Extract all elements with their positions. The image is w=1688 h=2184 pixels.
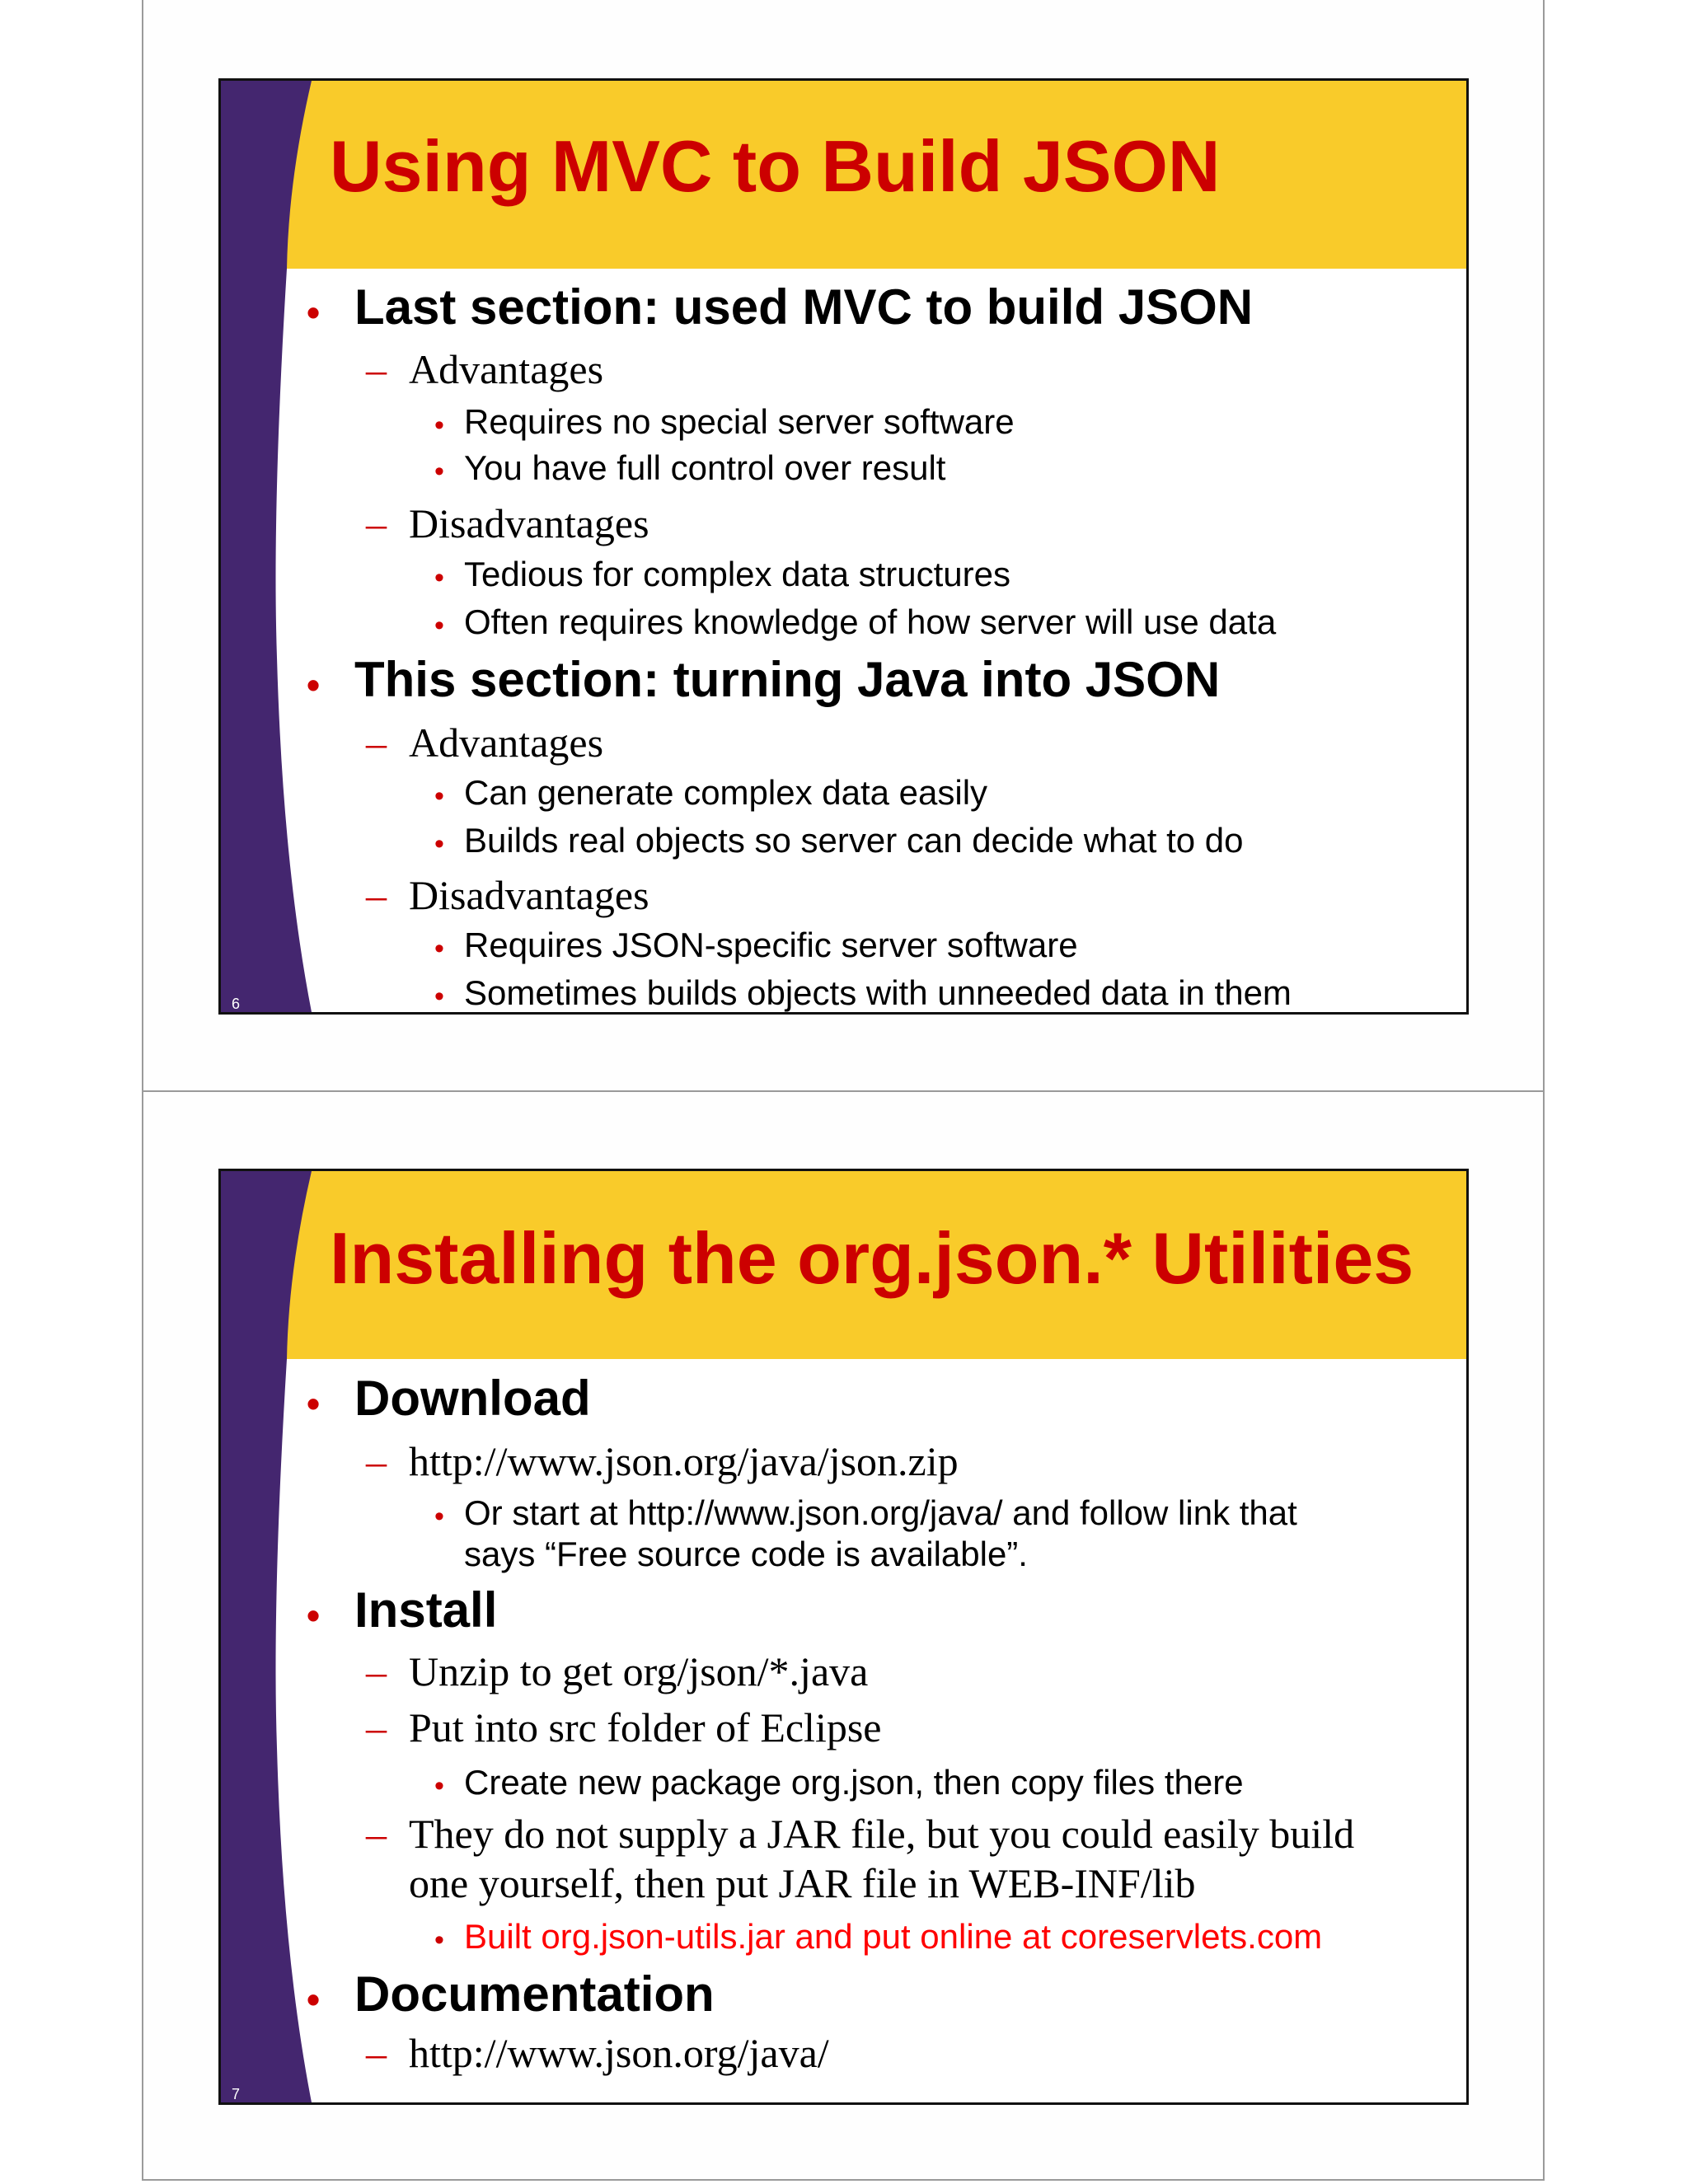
bullet-text: Tedious for complex data structures	[464, 555, 1010, 593]
bullet-l3	[434, 1493, 1297, 1532]
bullet-text: Put into src folder of Eclipse	[409, 1704, 882, 1750]
bullet-dot-icon: •	[434, 562, 444, 593]
bullet-text: Builds real objects so server can decide what to do	[464, 821, 1244, 860]
bullet-dot-icon: •	[307, 1978, 321, 2021]
bullet-text: Or start at http://www.json.org/java/ and follow link that	[464, 1493, 1297, 1532]
bullet-text: one yourself, then put JAR file in WEB-INF/lib	[409, 1860, 1196, 1906]
bullet-dot-icon: •	[434, 1501, 444, 1532]
bullet-text: Advantages	[409, 719, 604, 766]
slide-title: Installing the org.json.* Utilities	[330, 1217, 1414, 1299]
bullet-text: Create new package org.json, then copy files there	[464, 1763, 1244, 1802]
slide-background	[221, 81, 1466, 1012]
bullet-l1	[307, 652, 1221, 707]
dash-icon: –	[366, 1811, 387, 1857]
bullet-l2	[366, 719, 604, 766]
bullet-text: Unzip to get org/json/*.java	[409, 1648, 869, 1694]
bullet-text: Can generate complex data easily	[464, 773, 988, 812]
bullet-text: says “Free source code is available”.	[464, 1535, 1028, 1573]
bullet-l3	[434, 973, 1292, 1012]
bullet-dot-icon: •	[307, 1594, 321, 1637]
bullet-text: This section: turning Java into JSON	[354, 652, 1221, 707]
bullet-l1	[307, 1582, 498, 1638]
bullet-text: Install	[354, 1582, 498, 1638]
bullet-text: http://www.json.org/java/	[409, 2030, 829, 2076]
bullet-dot-icon: •	[434, 933, 444, 964]
dash-icon: –	[366, 719, 387, 766]
bullet-l2	[366, 1704, 882, 1750]
dash-icon: –	[366, 1704, 387, 1750]
bullet-text: Download	[354, 1371, 591, 1426]
bullet-dot-icon: •	[434, 981, 444, 1012]
bullet-l3	[434, 602, 1277, 641]
slide-7	[218, 1169, 1469, 2105]
bullet-l3	[434, 1763, 1244, 1802]
bullet-dot-icon: •	[434, 410, 444, 441]
bullet-l3	[434, 448, 946, 487]
bullet-l3	[434, 555, 1010, 593]
bullet-dot-icon: •	[434, 780, 444, 812]
bullet-text: Built org.json-utils.jar and put online at coreservlets.com	[464, 1917, 1323, 1956]
dash-icon: –	[366, 500, 387, 546]
bullet-l2	[366, 2030, 829, 2076]
bullet-text: Advantages	[409, 346, 604, 392]
bullet-text: http://www.json.org/java/json.zip	[409, 1438, 959, 1484]
dash-icon: –	[366, 1438, 387, 1484]
bullet-l2	[366, 1811, 1355, 1857]
bullet-l3-continuation	[464, 1537, 1028, 1572]
slide-number: 7	[232, 2086, 241, 2102]
bullet-dot-icon: •	[307, 1382, 321, 1425]
bullet-l1	[307, 279, 1254, 335]
bullet-dot-icon: •	[434, 828, 444, 860]
bullet-l2-continuation	[409, 1860, 1196, 1906]
bullet-l2	[366, 500, 649, 546]
bullet-text: Sometimes builds objects with unneeded data in them	[464, 973, 1292, 1012]
slide-title: Using MVC to Build JSON	[330, 125, 1221, 207]
bullet-text: Disadvantages	[409, 500, 649, 546]
bullet-dot-icon: •	[434, 610, 444, 641]
dash-icon: –	[366, 2030, 387, 2076]
bullet-text: Often requires knowledge of how server will use data	[464, 602, 1277, 641]
bullet-dot-icon: •	[307, 291, 321, 334]
dash-icon: –	[366, 872, 387, 918]
slide-6	[218, 78, 1469, 1015]
bullet-text: Requires JSON-specific server software	[464, 926, 1078, 964]
slide-number: 6	[232, 996, 241, 1012]
bullet-dot-icon: •	[434, 456, 444, 487]
page-divider	[142, 1090, 1545, 1092]
bullet-text: Last section: used MVC to build JSON	[354, 279, 1254, 335]
bullet-dot-icon: •	[307, 663, 321, 706]
bullet-l2	[366, 1648, 869, 1694]
bullet-l3	[434, 926, 1078, 964]
bullet-l2	[366, 346, 604, 392]
bullet-dot-icon: •	[434, 1770, 444, 1802]
bullet-dot-icon: •	[434, 1924, 444, 1956]
bullet-l3	[434, 402, 1015, 441]
bullet-l3	[434, 773, 988, 812]
bullet-l3-highlight	[434, 1917, 1323, 1956]
bullet-text: Disadvantages	[409, 872, 649, 918]
bullet-l2	[366, 872, 649, 918]
dash-icon: –	[366, 1648, 387, 1694]
bullet-text: Requires no special server software	[464, 402, 1015, 441]
bullet-l1	[307, 1371, 591, 1426]
bullet-l3	[434, 821, 1244, 860]
bullet-l2	[366, 1438, 959, 1484]
bullet-l1	[307, 1966, 715, 2022]
bullet-text: They do not supply a JAR file, but you could easily build	[409, 1811, 1355, 1857]
dash-icon: –	[366, 346, 387, 392]
bullet-text: Documentation	[354, 1966, 715, 2022]
bullet-text: You have full control over result	[464, 448, 946, 487]
